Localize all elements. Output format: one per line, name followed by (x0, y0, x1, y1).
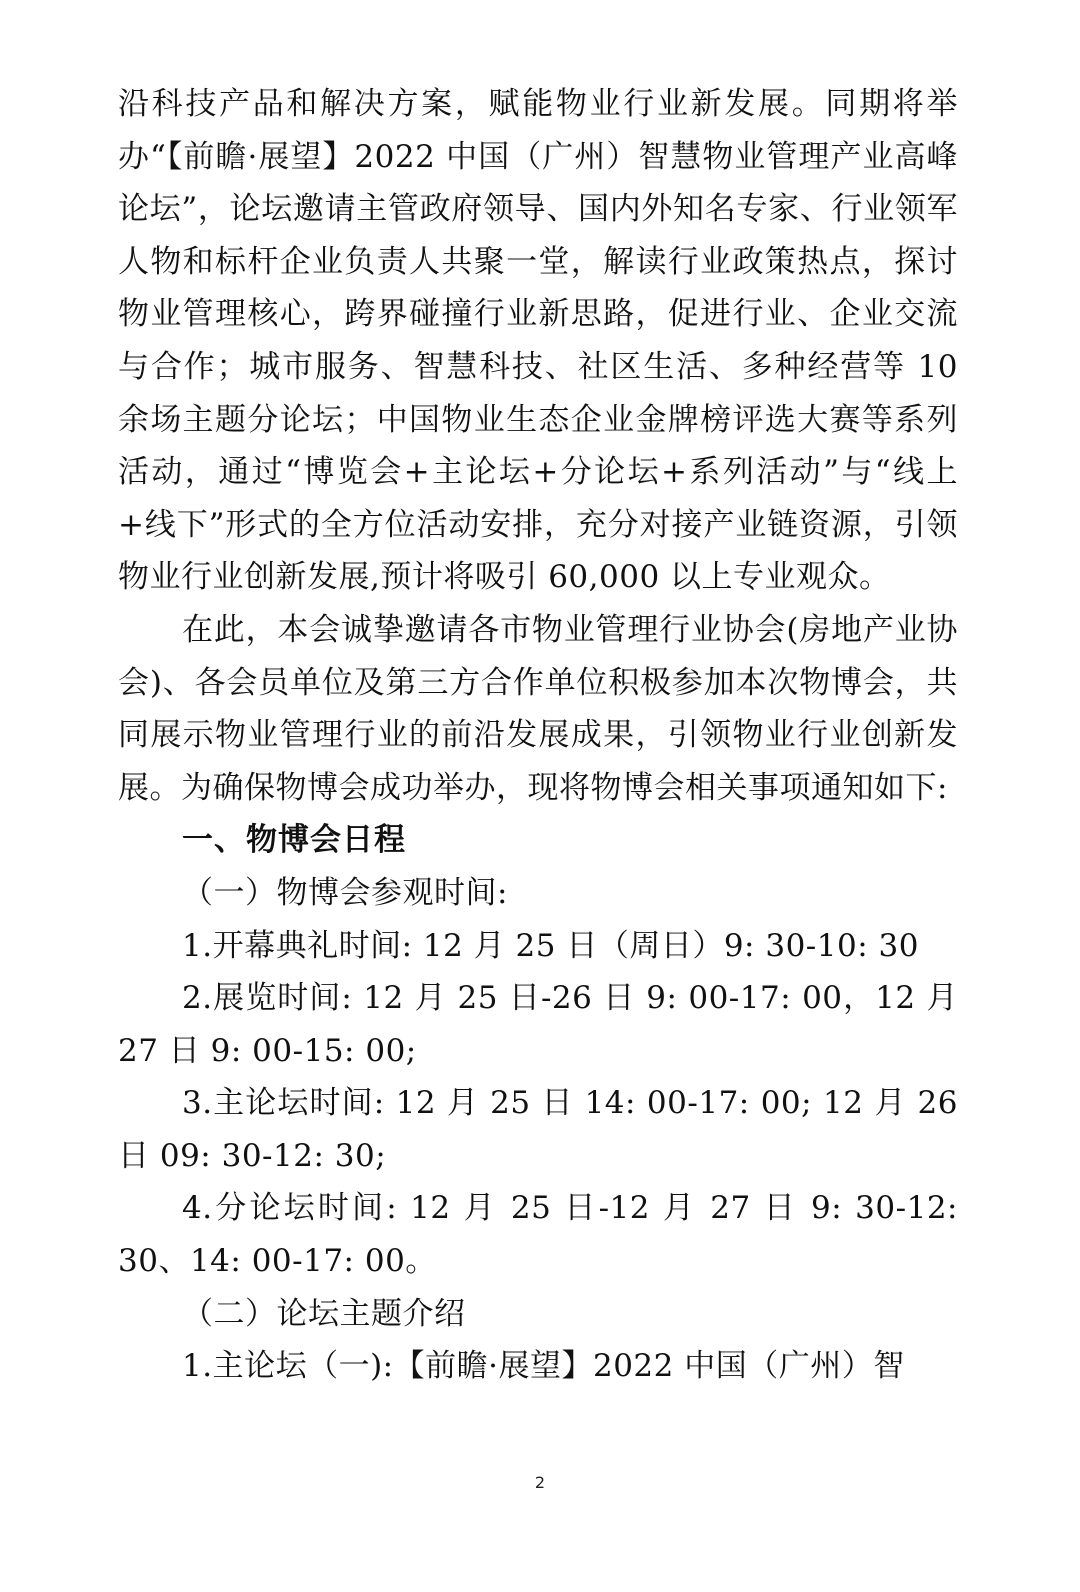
subsection-visit-time: （一）物博会参观时间: (182, 874, 508, 911)
subsection-forum-topics: （二）论坛主题介绍 (182, 1295, 466, 1332)
schedule-item-sub-forum: 4.分论坛时间: 12 月 25 日-12 月 27 日 9: 30-12: 30、14: 00-17: 00。 (118, 1190, 958, 1280)
forum-topic-item: 1.主论坛（一):【前瞻·展望】2022 中国（广州）智 (182, 1348, 905, 1385)
schedule-item-exhibition: 2.展览时间: 12 月 25 日-26 日 9: 00-17: 00，12 月 27 日 9: 00-15: 00; (118, 980, 958, 1069)
paragraph-expo-overview: 沿科技产品和解决方案，赋能物业行业新发展。同期将举办“【前瞻·展望】2022 中国（广州）智慧物业管理产业高峰论坛”，论坛邀请主管政府领导、国内外知名专家、行业领军人物和标杆企业负责人共聚一堂，解读行业政策热点，探讨物业管理核心，跨界碰撞行业新思路，促进行业、企业交流与合作；城市服务、智慧科技、社区生活、多种经营等 10 余场主题分论坛；中国物业生态企业金牌榜评选大赛等系列活动，通过“博览会+主论坛+分论坛+系列活动”与“线上+线下”形式的全方位活动安排，充分对接产业链资源，引领物业行业创新发展,预计将吸引 60,000 以上专业观众。 (118, 86, 958, 596)
paragraph-invitation: 在此，本会诚挚邀请各市物业管理行业协会(房地产业协会)、各会员单位及第三方合作单位积极参加本次物博会，共同展示物业管理行业的前沿发展成果，引领物业行业创新发展。为确保物博会成功举办，现将物博会相关事项通知如下: (118, 611, 958, 806)
document-body (118, 78, 958, 1393)
schedule-item-opening: 1.开幕典礼时间: 12 月 25 日（周日）9: 30-10: 30 (182, 927, 919, 964)
section-heading-schedule: 一、物博会日程 (182, 822, 406, 859)
page-number: 2 (534, 1473, 546, 1492)
schedule-item-main-forum: 3.主论坛时间: 12 月 25 日 14: 00-17: 00; 12 月 26 日 09: 30-12: 30; (118, 1085, 958, 1174)
